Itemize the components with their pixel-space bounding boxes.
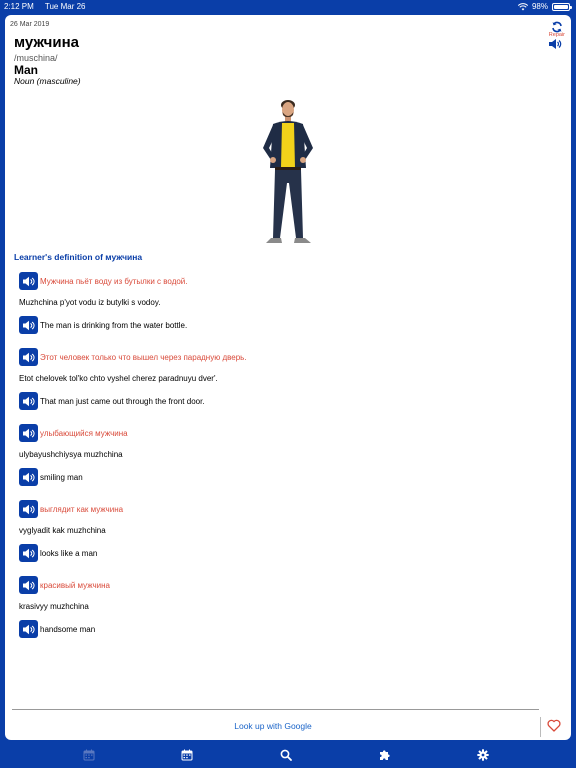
- battery-icon: [552, 3, 570, 11]
- example-english: smiling man: [40, 472, 83, 482]
- footer-separator: [540, 717, 541, 737]
- example-transliteration: Etot chelovek tol'ko chto vyshel cherez paradnuyu dver'.: [19, 374, 218, 383]
- play-english-button[interactable]: [19, 316, 38, 334]
- tab-games[interactable]: [379, 748, 391, 760]
- headword: мужчина: [14, 34, 80, 51]
- play-english-button[interactable]: [19, 392, 38, 410]
- example-english: looks like a man: [40, 548, 98, 558]
- tab-recent[interactable]: [83, 748, 95, 760]
- part-of-speech: Noun (masculine): [14, 76, 81, 86]
- example-russian: Мужчина пьёт воду из бутылки с водой.: [40, 276, 188, 286]
- speaker-icon: [22, 548, 35, 559]
- speaker-icon: [22, 428, 35, 439]
- speaker-icon: [22, 352, 35, 363]
- examples-list: [19, 270, 559, 650]
- speaker-icon: [22, 624, 35, 635]
- example-russian: Этот человек только что вышел через парадную дверь.: [40, 352, 247, 362]
- example-transliteration: ulybayushchiysya muzhchina: [19, 450, 123, 459]
- speaker-icon: [22, 276, 35, 287]
- translation: Man: [14, 63, 38, 77]
- definition-title: Learner's definition of мужчина: [14, 252, 143, 262]
- speaker-icon: [22, 580, 35, 591]
- speaker-icon: [22, 504, 35, 515]
- battery-fill: [554, 5, 568, 9]
- tab-search[interactable]: [280, 748, 292, 760]
- search-icon: [280, 749, 292, 761]
- example-russian: улыбающийся мужчина: [40, 428, 128, 438]
- speaker-icon: [22, 472, 35, 483]
- play-english-button[interactable]: [19, 468, 38, 486]
- example-transliteration: Muzhchina p'yot vodu iz butylki s vodoy.: [19, 298, 161, 307]
- example-transliteration: vyglyadit kak muzhchina: [19, 526, 106, 535]
- speaker-icon: [22, 320, 35, 331]
- play-russian-button[interactable]: [19, 272, 38, 290]
- footer-divider: [12, 709, 539, 710]
- tab-settings[interactable]: [477, 748, 489, 760]
- calendar-icon: [181, 749, 193, 761]
- example-english: The man is drinking from the water bottle.: [40, 320, 188, 330]
- play-russian-button[interactable]: [19, 500, 38, 518]
- example-russian: красивый мужчина: [40, 580, 111, 590]
- play-russian-button[interactable]: [19, 348, 38, 366]
- favorite-heart-icon[interactable]: [547, 719, 561, 732]
- example-russian: выглядит как мужчина: [40, 504, 124, 514]
- play-russian-button[interactable]: [19, 424, 38, 442]
- play-russian-button[interactable]: [19, 576, 38, 594]
- entry-date: 26 Mar 2019: [10, 21, 50, 28]
- repair-label: Repair: [548, 32, 565, 38]
- transliteration: /muschina/: [14, 53, 58, 63]
- puzzle-icon: [379, 749, 391, 761]
- entry-card: [5, 15, 571, 740]
- example-english: handsome man: [40, 624, 96, 634]
- status-time: 2:12 PM: [4, 2, 34, 11]
- play-english-button[interactable]: [19, 620, 38, 638]
- example-item: [19, 270, 559, 336]
- example-item: [19, 498, 559, 564]
- example-transliteration: krasivyy muzhchina: [19, 602, 89, 611]
- wifi-icon: [518, 3, 528, 11]
- play-english-button[interactable]: [19, 544, 38, 562]
- battery-percent: 98%: [531, 2, 548, 11]
- tab-calendar[interactable]: [181, 748, 193, 760]
- calendar-icon: [83, 749, 95, 761]
- example-item: [19, 574, 559, 640]
- speaker-icon[interactable]: [548, 38, 562, 50]
- example-item: [19, 422, 559, 488]
- example-item: [19, 346, 559, 412]
- repair-button[interactable]: [549, 21, 565, 38]
- google-lookup-link[interactable]: Look up with Google: [234, 721, 312, 731]
- gear-icon: [477, 749, 489, 761]
- status-date: Tue Mar 26: [44, 2, 86, 11]
- speaker-icon: [22, 396, 35, 407]
- example-english: That man just came out through the front door.: [40, 396, 205, 406]
- tab-bar: [0, 740, 576, 768]
- status-bar: [0, 0, 576, 14]
- man-illustration: [251, 98, 325, 248]
